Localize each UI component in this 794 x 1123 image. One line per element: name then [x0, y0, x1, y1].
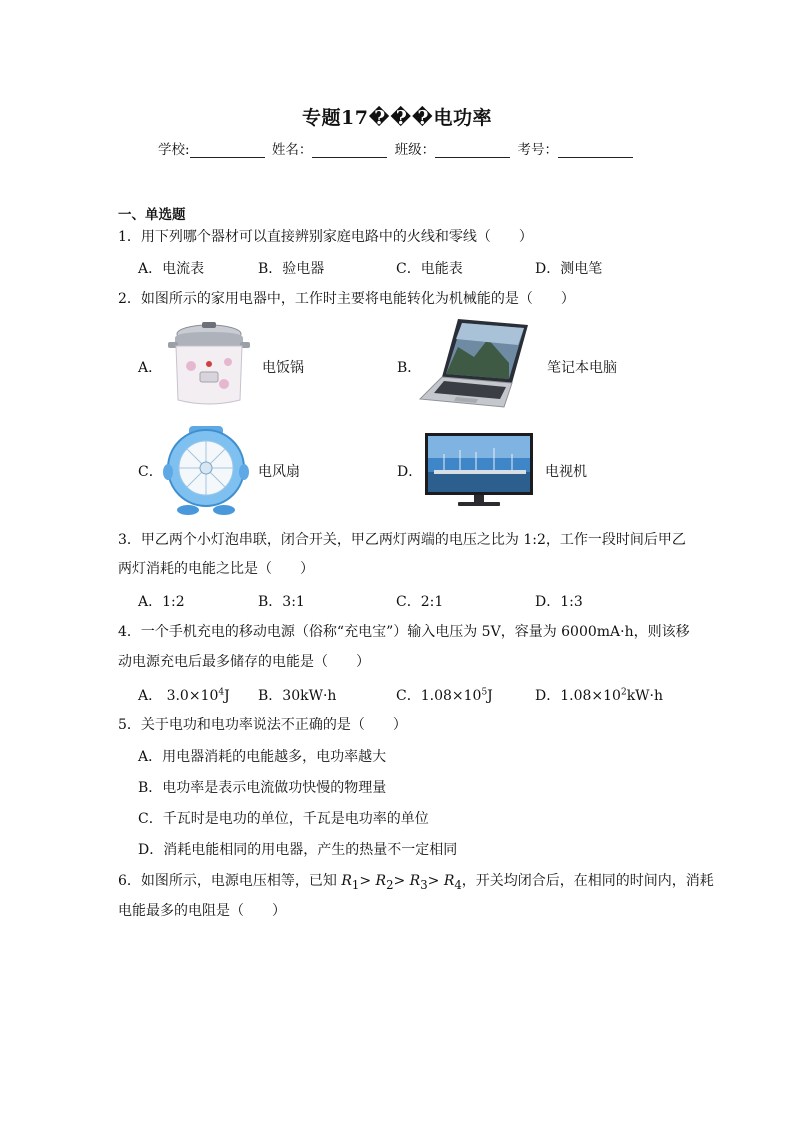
- q6-r2-sub: 2: [386, 877, 394, 892]
- page-title: 专题17���电功率: [302, 107, 492, 129]
- q1-option-b[interactable]: B．验电器: [258, 261, 325, 277]
- question-4-stem-line-2: 动电源充电后最多储存的电能是（ ）: [118, 654, 370, 670]
- q4-option-d[interactable]: [535, 685, 663, 705]
- q6-r1-sub: 1: [351, 877, 360, 892]
- question-5-stem: 5．关于电功和电功率说法不正确的是（ ）: [118, 717, 407, 733]
- question-2-stem: 2．如图所示的家用电器中，工作时主要将电能转化为机械能的是（ ）: [118, 291, 575, 307]
- question-4-options: [138, 685, 698, 705]
- q6-stem-post: ，开关均闭合后，在相同的时间内，消耗: [461, 873, 714, 889]
- q2-option-a-label: 电饭锅: [262, 360, 304, 376]
- student-info-line: [0, 138, 794, 158]
- question-3-stem-line-1: 3．甲乙两个小灯泡串联，闭合开关，甲乙两灯两端的电压之比为 1:2，工作一段时间后甲乙: [118, 532, 686, 548]
- q6-r3-symbol: R: [409, 873, 421, 889]
- question-3-stem-line-2: 两灯消耗的电能之比是（ ）: [118, 561, 314, 577]
- q1-option-a[interactable]: A．电流表: [138, 261, 205, 277]
- q5-option-a[interactable]: A．用电器消耗的电能越多，电功率越大: [138, 749, 387, 765]
- q1-option-d[interactable]: D．测电笔: [535, 261, 603, 277]
- name-label: 姓名：: [271, 142, 313, 158]
- rice-cooker-icon: [166, 318, 252, 412]
- q2-option-c-letter[interactable]: C．: [138, 464, 163, 480]
- q2-option-b-letter[interactable]: B．: [397, 360, 422, 376]
- exam-no-label: 考号：: [517, 142, 558, 158]
- question-1-stem: 1．用下列哪个器材可以直接辨别家庭电路中的火线和零线（ ）: [118, 229, 533, 245]
- q3-option-a[interactable]: A．1:2: [138, 594, 185, 610]
- q6-r1-symbol: R: [341, 873, 352, 889]
- q1-option-c[interactable]: C．电能表: [396, 261, 463, 277]
- question-6-stem-line-1: [118, 871, 714, 895]
- question-3-options: [138, 591, 698, 611]
- q6-stem-pre: 6．如图所示，电源电压相等，已知: [118, 873, 342, 889]
- q4-option-d-letter: D．: [535, 688, 561, 704]
- q4-option-c[interactable]: [396, 685, 493, 705]
- q6-gt-2: >: [393, 873, 410, 889]
- electric-fan-icon: [163, 424, 249, 516]
- question-6-stem-line-2: 电能最多的电阻是（ ）: [118, 903, 286, 919]
- q3-option-b[interactable]: B．3:1: [258, 594, 305, 610]
- q4-option-a-base: 3.0×10: [166, 688, 219, 704]
- q4-option-a[interactable]: [138, 685, 230, 705]
- q6-r2-symbol: R: [375, 873, 387, 889]
- q2-option-d-letter[interactable]: D．: [397, 464, 423, 480]
- q2-option-d-label: 电视机: [545, 464, 587, 480]
- laptop-icon: [418, 317, 532, 409]
- q4-option-c-base: 1.08×10: [420, 688, 482, 704]
- q2-option-b-label: 笔记本电脑: [547, 360, 617, 376]
- q5-option-c[interactable]: C．千瓦时是电功的单位，千瓦是电功率的单位: [138, 811, 429, 827]
- q4-option-c-exp: 5: [481, 687, 488, 698]
- school-blank[interactable]: [190, 143, 265, 158]
- q4-option-a-exp: 4: [218, 687, 225, 698]
- q4-option-a-letter: A．: [138, 688, 163, 704]
- q4-option-d-exp: 2: [620, 687, 627, 698]
- question-4-stem-line-1: 4．一个手机充电的移动电源（俗称“充电宝”）输入电压为 5V，容量为 6000mA·h，则该移: [118, 624, 690, 640]
- q6-gt-1: >: [359, 873, 376, 889]
- q2-option-c-label: 电风扇: [258, 464, 300, 480]
- q4-option-a-unit: J: [224, 688, 230, 704]
- q3-option-c[interactable]: C．2:1: [396, 594, 444, 610]
- name-blank[interactable]: [312, 143, 387, 158]
- exam-no-blank[interactable]: [558, 143, 633, 158]
- section-heading: 一、单选题: [118, 207, 186, 223]
- question-1-options: [138, 258, 698, 278]
- television-icon: [424, 432, 534, 508]
- q4-option-c-letter: C．: [396, 688, 421, 704]
- q6-r4-symbol: R: [443, 873, 455, 889]
- q6-r3-sub: 3: [420, 877, 428, 892]
- q4-option-c-unit: J: [487, 688, 493, 704]
- school-label: 学校:: [158, 142, 190, 158]
- q5-option-d[interactable]: D．消耗电能相同的用电器，产生的热量不一定相同: [138, 842, 458, 858]
- class-label: 班级：: [394, 142, 436, 158]
- q4-option-d-unit: kW·h: [626, 688, 664, 704]
- q4-option-b[interactable]: B．30kW·h: [258, 688, 337, 704]
- q4-option-d-base: 1.08×10: [560, 688, 621, 704]
- q6-r4-sub: 4: [454, 877, 462, 892]
- q6-gt-3: >: [427, 873, 444, 889]
- class-blank[interactable]: [435, 143, 510, 158]
- q3-option-d[interactable]: D．1:3: [535, 594, 583, 610]
- q5-option-b[interactable]: B．电功率是表示电流做功快慢的物理量: [138, 780, 387, 796]
- q2-option-a-letter[interactable]: A．: [138, 360, 163, 376]
